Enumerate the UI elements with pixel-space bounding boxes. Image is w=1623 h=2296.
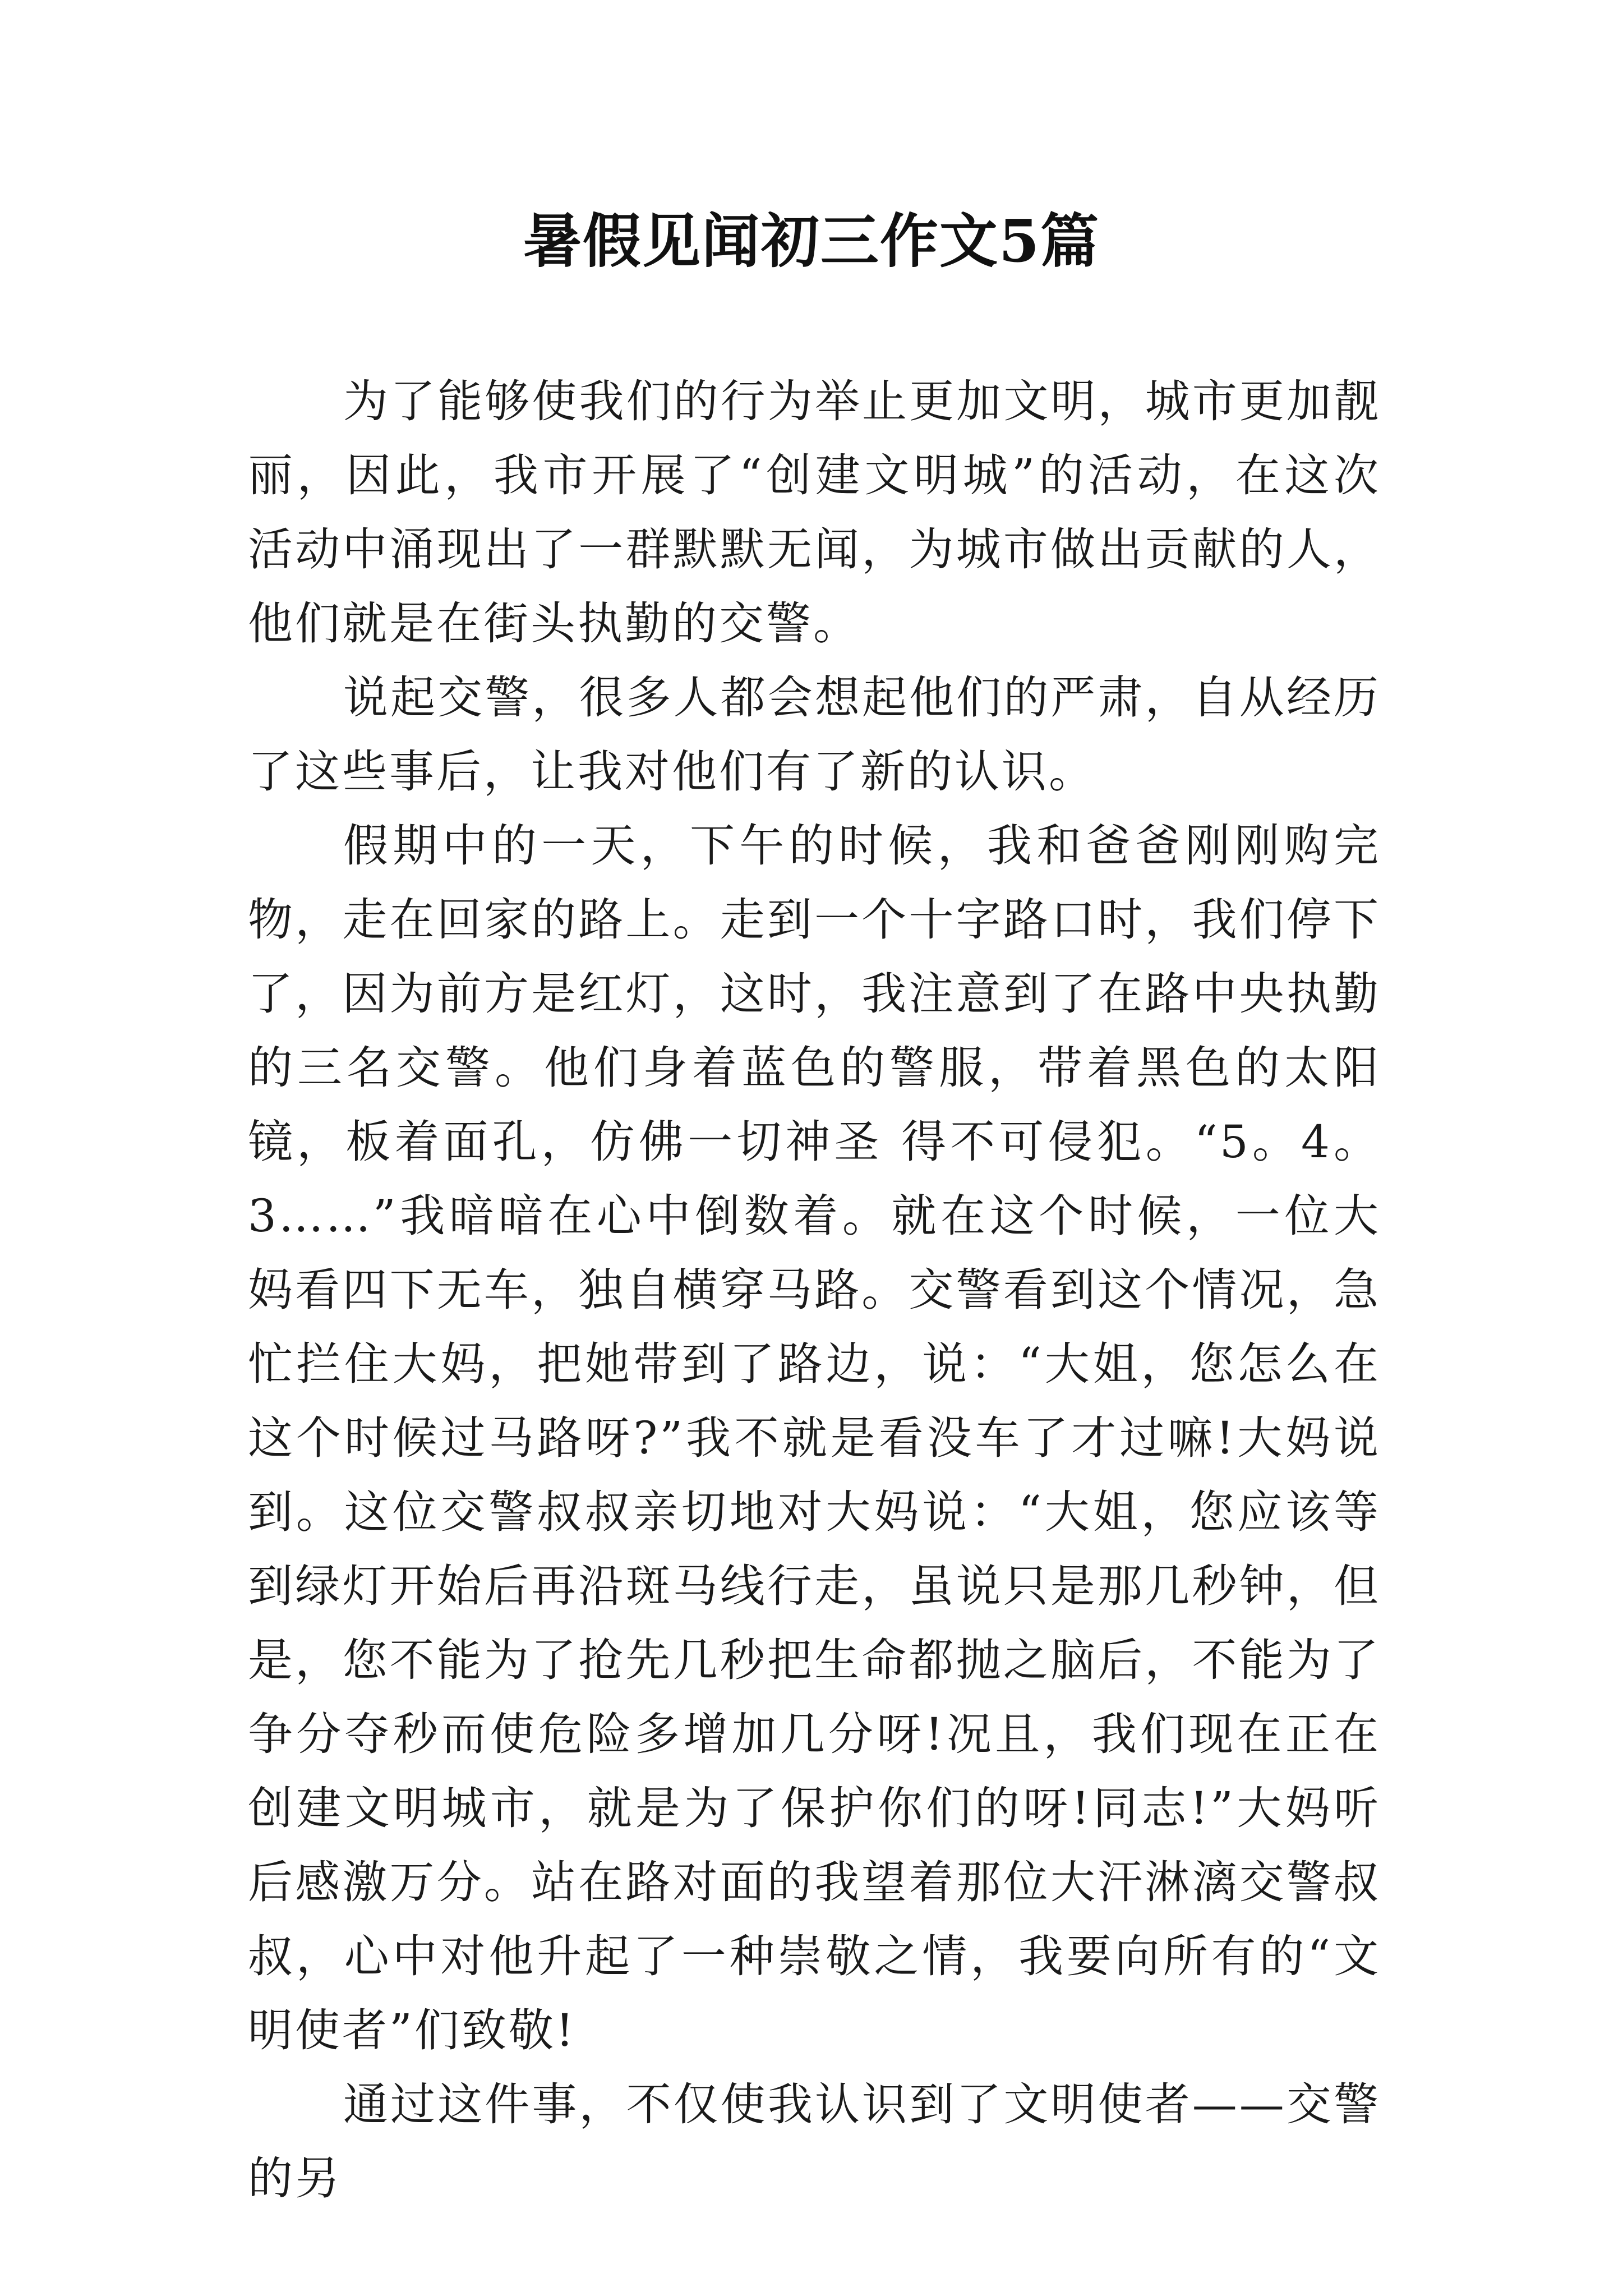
paragraph-2: 说起交警，很多人都会想起他们的严肃，自从经历了这些事后，让我对他们有了新的认识。 bbox=[248, 671, 1381, 798]
document-body bbox=[248, 365, 1381, 2216]
paragraph-4: 通过这件事，不仅使我认识到了文明使者——交警的另 bbox=[248, 2078, 1381, 2205]
document-title: 暑假见闻初三作文5篇 bbox=[523, 206, 1100, 275]
paragraph-1: 为了能够使我们的行为举止更加文明，城市更加靓丽，因此，我市开展了“创建文明城”的活动，在这次活动中涌现出了一群默默无闻，为城市做出贡献的人，他们就是在街头执勤的交警。 bbox=[248, 375, 1381, 650]
paragraph-3: 假期中的一天，下午的时候，我和爸爸刚刚购完物，走在回家的路上。走到一个十字路口时，我们停下了，因为前方是红灯，这时，我注意到了在路中央执勤的三名交警。他们身着蓝色的警服，带着黑色的太阳镜，板着面孔，仿佛一切神圣 得不可侵犯。“5。4。3……”我暗暗在心中倒数着。就在这个时候，一位大妈看四下无车，独自横穿马路。交警看到这个情况，急忙拦住大妈，把她带到了路边，说：“大姐，您怎么在这个时候过马路呀?”我不就是看没车了才过嘛!大妈说到。这位交警叔叔亲切地对大妈说：“大姐，您应该等到绿灯开始后再沿斑马线行走，虽说只是那几秒钟，但是，您不能为了抢先几秒把生命都抛之脑后，不能为了争分夺秒而使危险多增加几分呀!况且，我们现在正在创建文明城市，就是为了保护你们的呀!同志!”大妈听后感激万分。站在路对面的我望着那位大汗淋漓交警叔叔，心中对他升起了一种崇敬之情，我要向所有的“文明使者”们致敬! bbox=[248, 820, 1381, 2056]
